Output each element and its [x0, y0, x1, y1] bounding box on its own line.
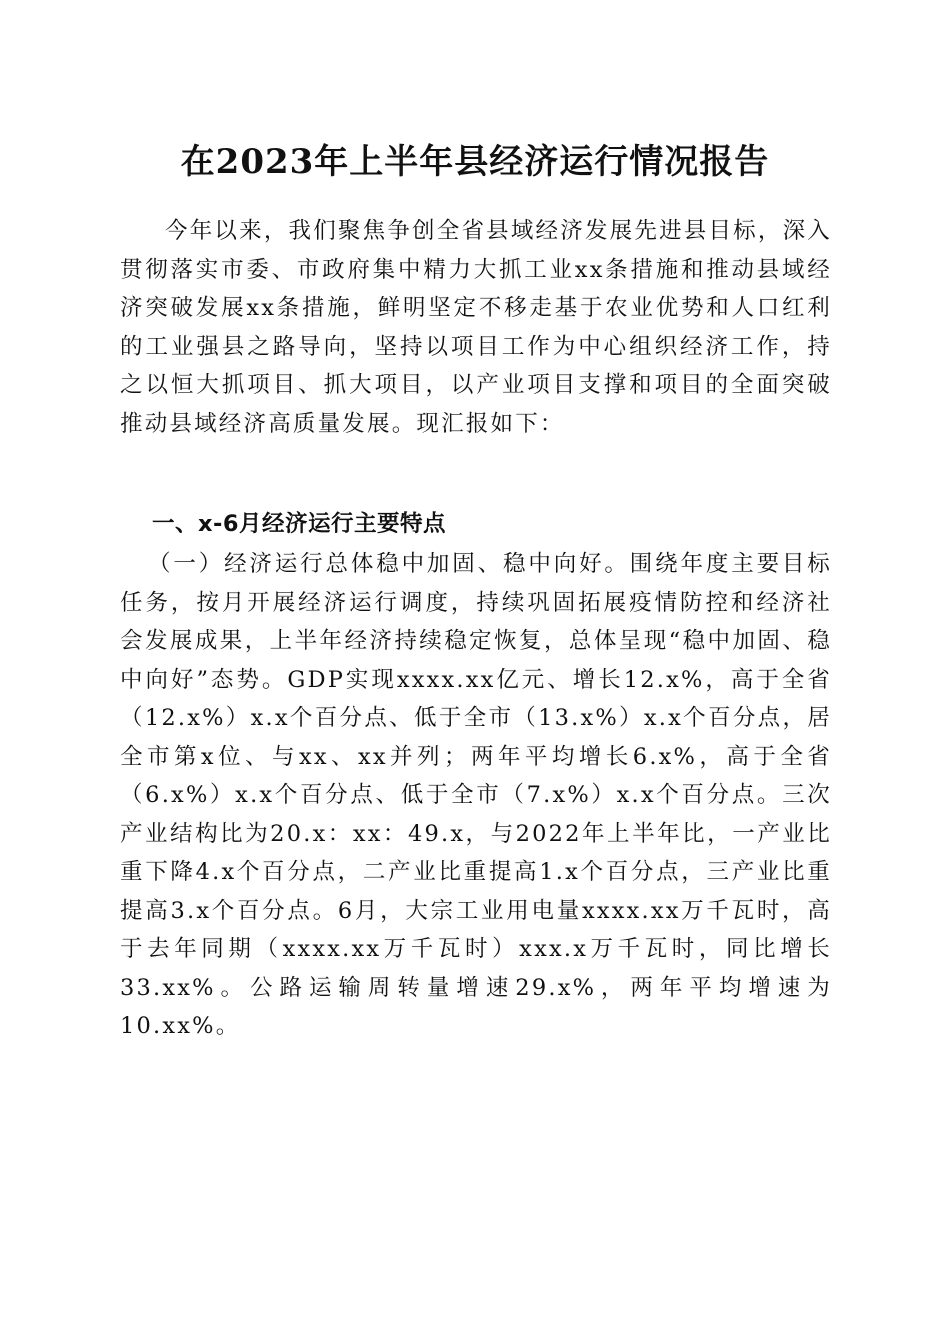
subsection-lead: （一）经济运行总体稳中加固、稳中向好。 [148, 551, 630, 577]
intro-paragraph: 今年以来，我们聚焦争创全省县域经济发展先进县目标，深入贯彻落实市委、市政府集中精力大抓工业xx条措施和推动县域经济突破发展xx条措施，鲜明坚定不移走基于农业优势和人口红利的工业强县之路导向，坚持以项目工作为中心组织经济工作，持之以恒大抓项目、抓大项目，以产业项目支撑和项目的全面突破推动县域经济高质量发展。现汇报如下： [120, 218, 832, 437]
subsection-body: 围绕年度主要目标任务，按月开展经济运行调度，持续巩固拓展疫情防控和经济社会发展成果，上半年经济持续稳定恢复，总体呈现“稳中加固、稳中向好”态势。GDP实现xxxx.xx亿元、增长12.x%，高于全省（12.x%）x.x个百分点、低于全市（13.x%）x.x个百分点，居全市第x位、与xx、xx并列；两年平均增长6.x%，高于全省（6.x%）x.x个百分点、低于全市（7.x%）x.x个百分点。三次产业结构比为20.x：xx：49.x，与2022年上半年比，一产业比重下降4.x个百分点，二产业比重提高1.x个百分点，三产业比重提高3.x个百分点。6月，大宗工业用电量xxxx.xx万千瓦时，高于去年同期（xxxx.xx万千瓦时）xxx.x万千瓦时，同比增长33.xx%。公路运输周转量增速29.x%，两年平均增速为10.xx%。 [120, 551, 832, 1039]
document-title: 在2023年上半年县经济运行情况报告 [180, 142, 770, 182]
section-heading: 一、x-6月经济运行主要特点 [152, 511, 447, 537]
subsection-paragraph [120, 545, 832, 1046]
